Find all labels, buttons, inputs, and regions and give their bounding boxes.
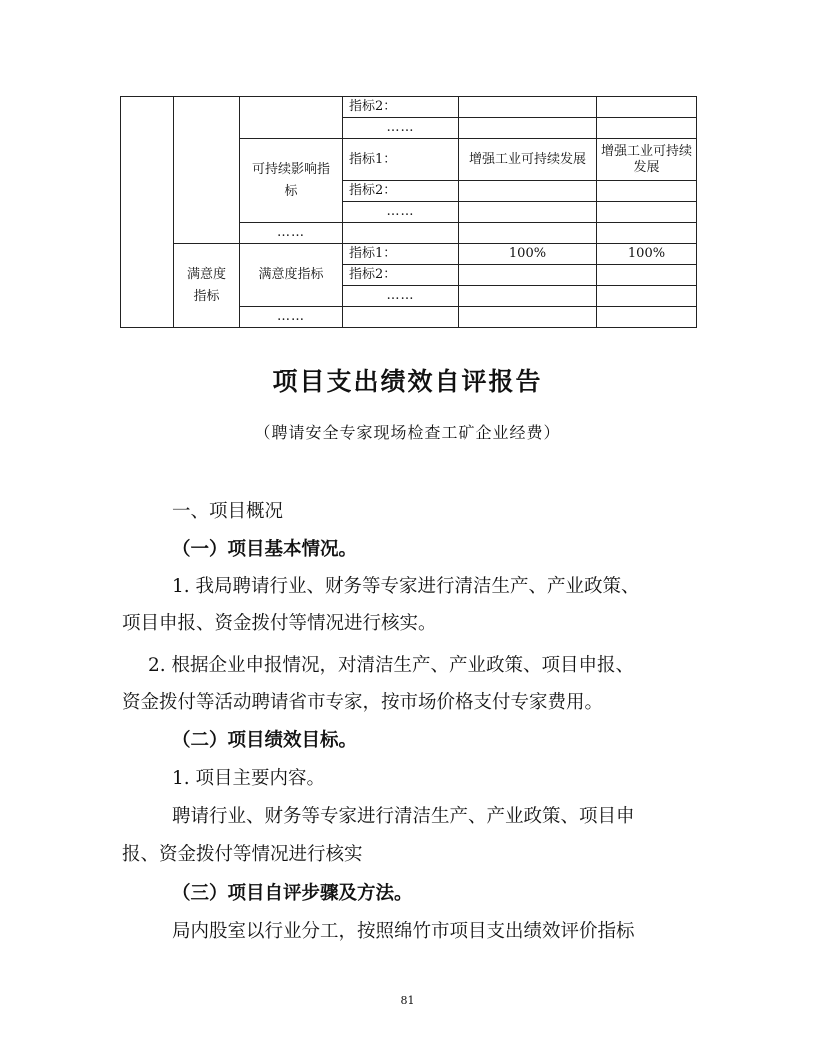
indicator-cell: ……: [343, 202, 459, 223]
subsection-heading: （一）项目基本情况。: [172, 539, 358, 560]
target-value-cell: [459, 97, 597, 118]
indicator-cell: 指标1：: [343, 139, 459, 181]
report-subtitle: （聘请安全专家现场检查工矿企业经费）: [254, 423, 561, 442]
page-number: 81: [400, 994, 415, 1007]
paragraph-line: 局内股室以行业分工，按照绵竹市项目支出绩效评价指标: [172, 921, 635, 942]
report-title: 项目支出绩效自评报告: [272, 367, 543, 396]
target-value-cell: [459, 265, 597, 286]
actual-value-cell: [597, 181, 697, 202]
actual-value-cell: 增强工业可持续发展: [597, 139, 697, 181]
table-cell-level2: [174, 97, 240, 244]
sub-ellipsis-cell: ……: [240, 223, 343, 244]
indicator-cell: 指标2：: [343, 97, 459, 118]
actual-value-cell: [597, 307, 697, 328]
paragraph-line: 2. 根据企业申报情况，对清洁生产、产业政策、项目申报、: [148, 655, 635, 676]
actual-value-cell: [597, 286, 697, 307]
actual-value-cell: [597, 223, 697, 244]
performance-indicator-table: [120, 96, 697, 328]
indicator-cell: ……: [343, 118, 459, 139]
paragraph-line: 项目申报、资金拨付等情况进行核实。: [122, 613, 437, 634]
table-cell-level1: [121, 97, 174, 328]
target-value-cell: [459, 223, 597, 244]
paragraph-line: 聘请行业、财务等专家进行清洁生产、产业政策、项目申: [172, 806, 635, 827]
indicator-cell: 指标2：: [343, 265, 459, 286]
paragraph-line: 1. 项目主要内容。: [172, 768, 326, 789]
actual-value-cell: [597, 202, 697, 223]
actual-value-cell: [597, 97, 697, 118]
target-value-cell: [459, 118, 597, 139]
target-value-cell: 100%: [459, 244, 597, 265]
indicator-cell: ……: [343, 286, 459, 307]
sustainable-impact-label: 可持续影响指标: [240, 139, 343, 223]
target-value-cell: [459, 307, 597, 328]
actual-value-cell: [597, 265, 697, 286]
target-value-cell: [459, 202, 597, 223]
indicator-cell: 指标1：: [343, 244, 459, 265]
target-value-cell: [459, 286, 597, 307]
paragraph-line: 报、资金拨付等情况进行核实: [122, 844, 363, 865]
table-cell-level3-prev: [240, 97, 343, 139]
actual-value-cell: [597, 118, 697, 139]
satisfaction-group-label: 满意度指标: [174, 244, 240, 328]
subsection-heading: （三）项目自评步骤及方法。: [172, 883, 413, 904]
paragraph-line: 资金拨付等活动聘请省市专家，按市场价格支付专家费用。: [122, 692, 604, 713]
target-value-cell: [459, 181, 597, 202]
indicator-cell: [343, 307, 459, 328]
paragraph-line: 1. 我局聘请行业、财务等专家进行清洁生产、产业政策、: [172, 576, 640, 597]
indicator-cell: 指标2：: [343, 181, 459, 202]
target-value-cell: 增强工业可持续发展: [459, 139, 597, 181]
sub-ellipsis-cell: ……: [240, 307, 343, 328]
satisfaction-label: 满意度指标: [240, 244, 343, 307]
indicator-cell: [343, 223, 459, 244]
subsection-heading: （二）项目绩效目标。: [172, 730, 358, 751]
section-heading: 一、项目概况: [172, 501, 284, 522]
actual-value-cell: 100%: [597, 244, 697, 265]
